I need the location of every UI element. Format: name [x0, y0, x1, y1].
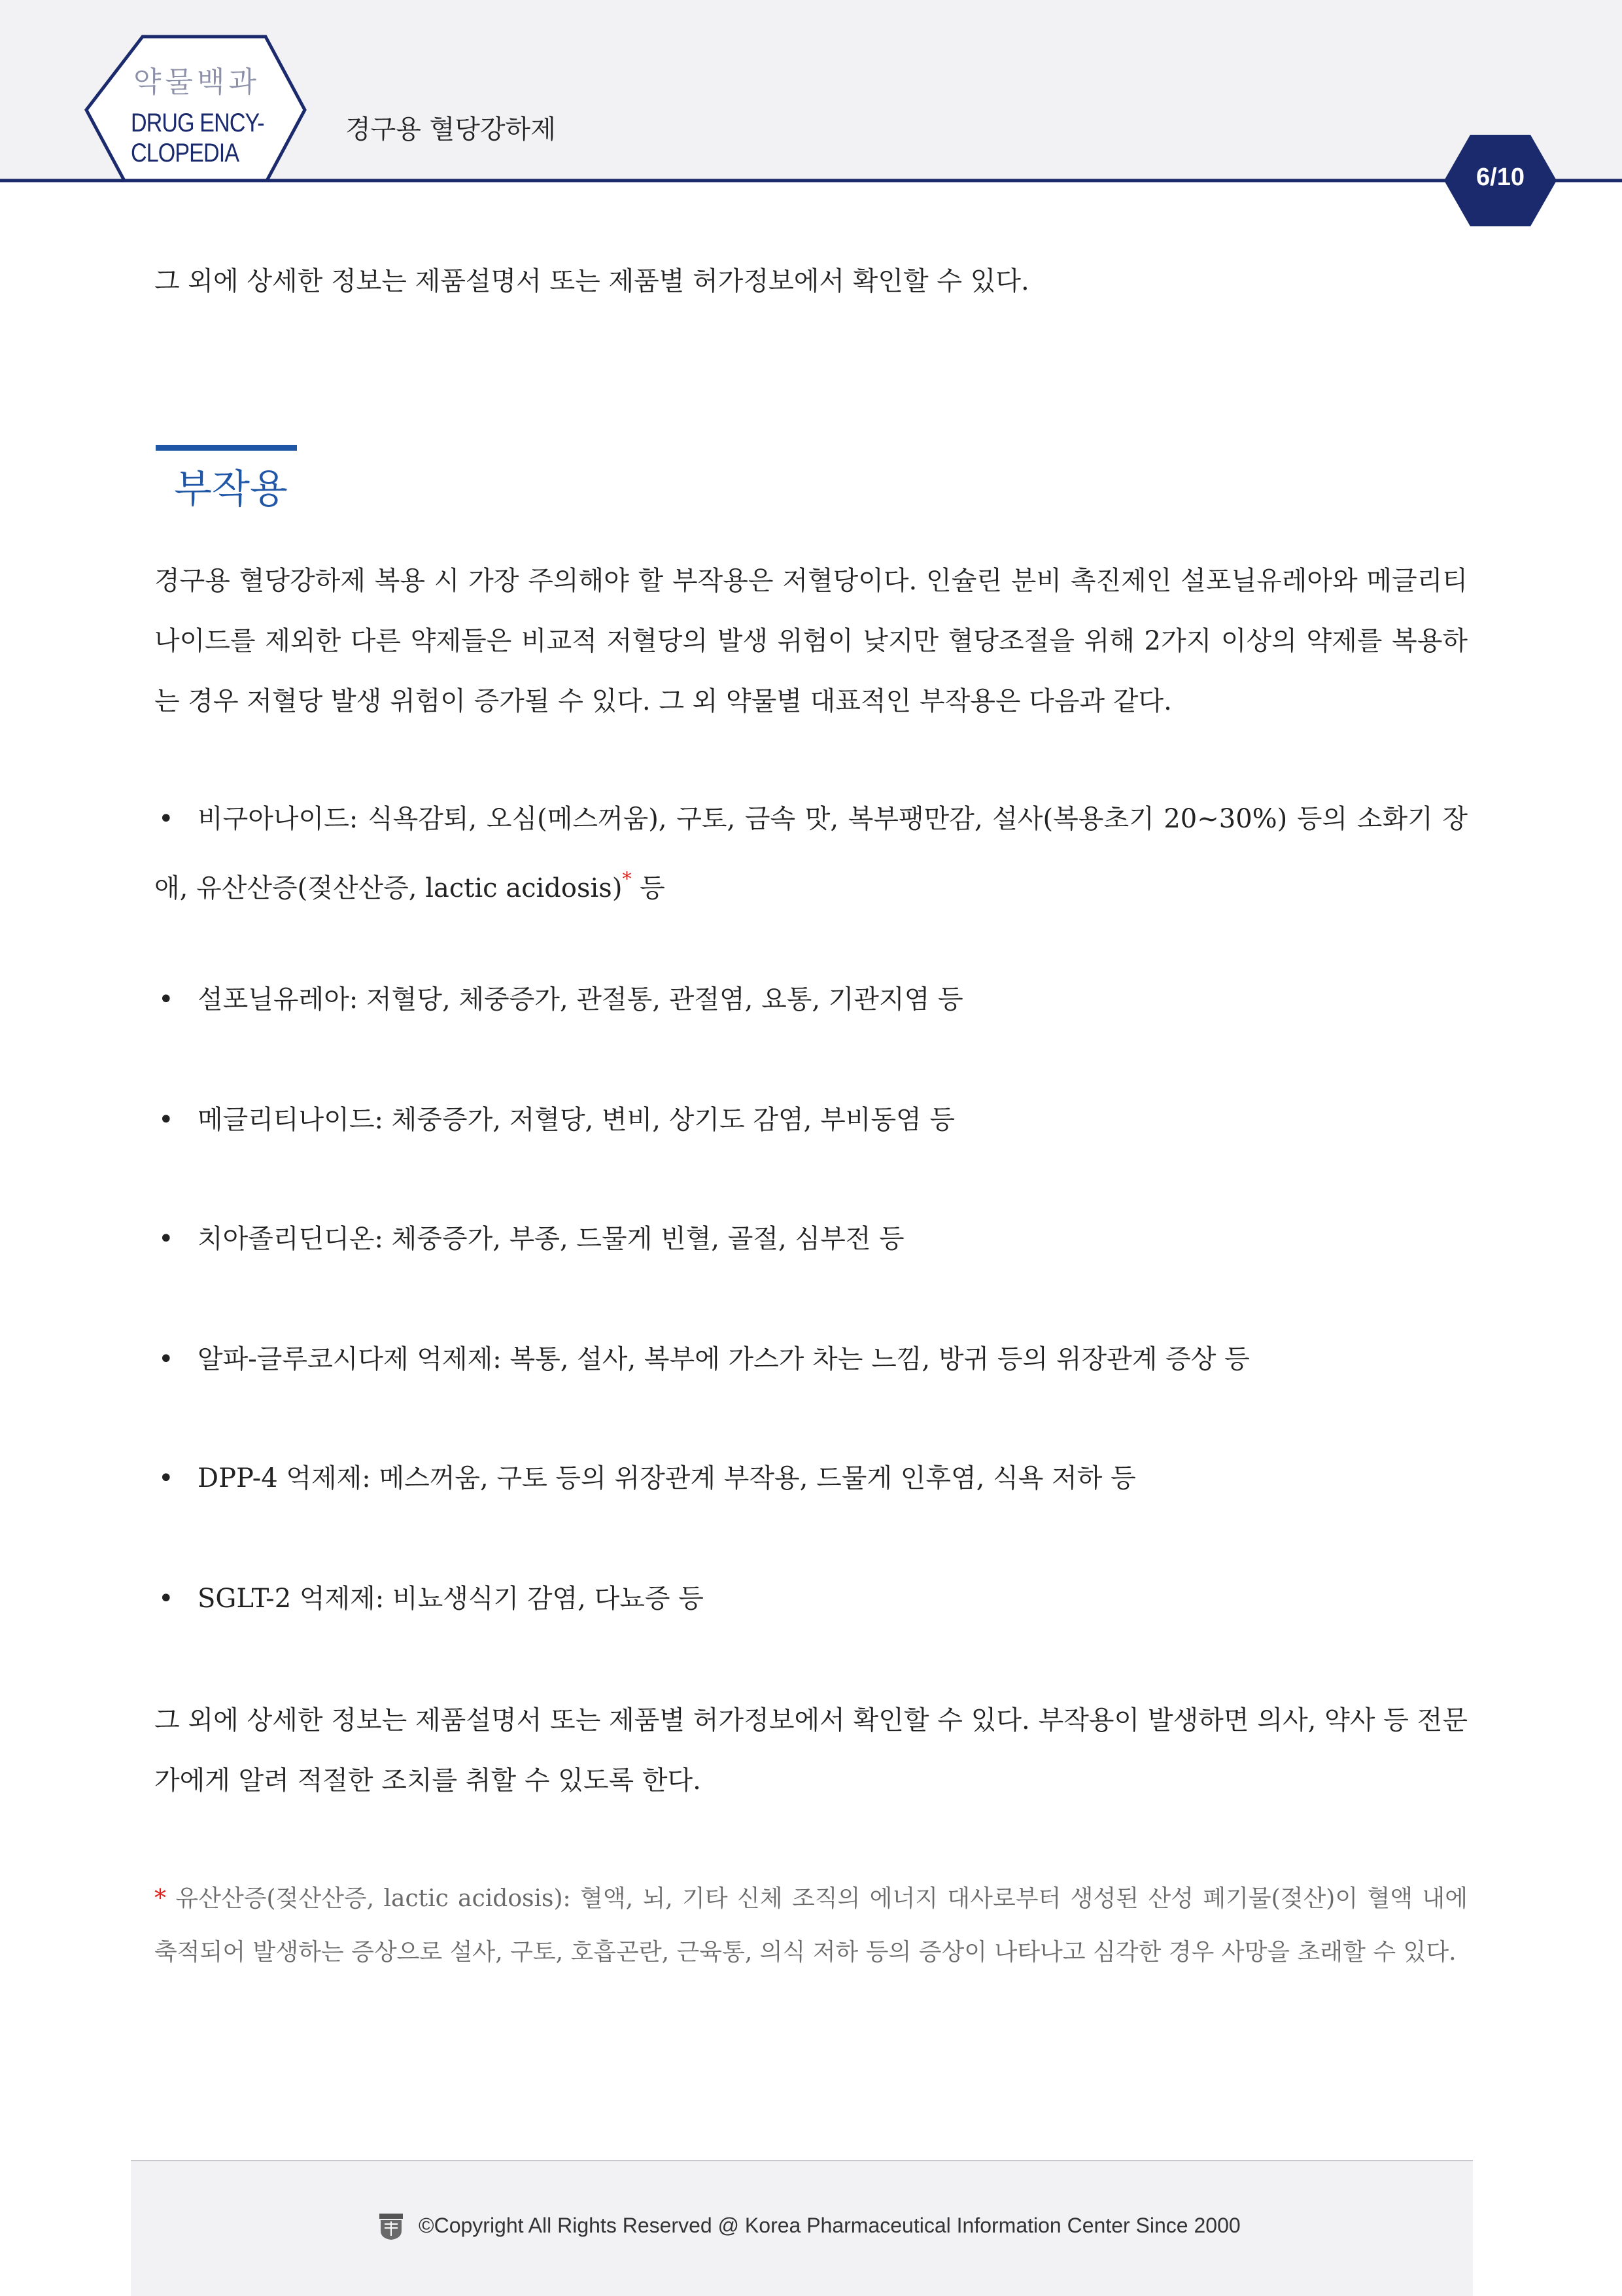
page-number: 6/10	[1476, 164, 1525, 191]
bullet-marker: •	[158, 984, 174, 1015]
bullet-text: 비구아나이드: 식욕감퇴, 오심(메스꺼움), 구토, 금속 맛, 복부팽만감, 설사(복용초기 20~30%) 등의 소화기 장애, 유산산증(젖산산증, lactic acidosis)	[154, 804, 1468, 903]
kpic-emblem-icon	[378, 2212, 404, 2241]
logo-english-line2: CLOPEDIA	[131, 139, 239, 167]
bullet-text: 치아졸리딘디온: 체중증가, 부종, 드물게 빈혈, 골절, 심부전 등	[198, 1224, 905, 1254]
footnote-text: 유산산증(젖산산증, lactic acidosis): 혈액, 뇌, 기타 신체 조직의 에너지 대사로부터 생성된 산성 폐기물(젖산)이 혈액 내에 축적되어 발생하는 증상으로 설사, 구토, 호흡곤란, 근육통, 의식 저하 등의 증상이 나타나고 심각한 경우 사망을 초래할 수 있다.	[154, 1885, 1468, 1966]
footnote-star: *	[154, 1885, 166, 1912]
logo-english-line1: DRUG ENCY-	[131, 109, 264, 137]
bullet-alpha-glucosidase	[154, 1329, 1468, 1389]
copyright-text: ©Copyright All Rights Reserved @ Korea Pharmaceutical Information Center Since 2000	[419, 2214, 1241, 2237]
bullet-marker: •	[158, 1105, 174, 1135]
bullet-biguanide	[154, 789, 1468, 918]
section-heading-bar	[156, 445, 297, 451]
bullet-text: SGLT-2 억제제: 비뇨생식기 감염, 다뇨증 등	[198, 1584, 704, 1614]
bullet-meglitinide	[154, 1090, 1468, 1150]
bullet-text: 메글리티나이드: 체중증가, 저혈당, 변비, 상기도 감염, 부비동염 등	[198, 1105, 955, 1135]
closing-paragraph: 그 외에 상세한 정보는 제품설명서 또는 제품별 허가정보에서 확인할 수 있다. 부작용이 발생하면 의사, 약사 등 전문가에게 알려 적절한 조치를 취할 수 있도록 한다.	[154, 1705, 1468, 1796]
bullet-marker: •	[158, 1224, 174, 1254]
bullet-marker: •	[158, 1344, 174, 1374]
bullet-text: 설포닐유레아: 저혈당, 체중증가, 관절통, 관절염, 요통, 기관지염 등	[198, 984, 963, 1015]
bullet-marker: •	[158, 1463, 174, 1493]
bullet-sulfonylurea	[154, 969, 1468, 1030]
footnote-marker: *	[622, 868, 632, 890]
bullet-marker: •	[158, 804, 174, 834]
bullet-thiazolidinedione	[154, 1209, 1468, 1269]
bullet-dpp4	[154, 1448, 1468, 1508]
logo-korean: 약물백과	[133, 66, 261, 98]
bullet-marker: •	[158, 1584, 174, 1614]
footnote	[154, 1872, 1468, 1979]
section-title: 부작용	[174, 466, 288, 512]
bullet-text: DPP-4 억제제: 메스꺼움, 구토 등의 위장관계 부작용, 드물게 인후염, 식욕 저하 등	[198, 1463, 1136, 1493]
side-effects-paragraph: 경구용 혈당강하제 복용 시 가장 주의해야 할 부작용은 저혈당이다. 인슐린 분비 촉진제인 설포닐유레아와 메글리티나이드를 제외한 다른 약제들은 비교적 저혈당의 발생 위험이 낮지만 혈당조절을 위해 2가지 이상의 약제를 복용하는 경우 저혈당 발생 위험이 증가될 수 있다. 그 외 약물별 대표적인 부작용은 다음과 같다.	[154, 566, 1468, 716]
bullet-text: 알파-글루코시다제 억제제: 복통, 설사, 복부에 가스가 차는 느낌, 방귀 등의 위장관계 증상 등	[198, 1344, 1250, 1374]
intro-paragraph: 그 외에 상세한 정보는 제품설명서 또는 제품별 허가정보에서 확인할 수 있다.	[154, 266, 1029, 296]
bullet-tail: 등	[631, 873, 665, 903]
bullet-sglt2	[154, 1569, 1468, 1629]
document-title: 경구용 혈당강하제	[345, 114, 556, 145]
